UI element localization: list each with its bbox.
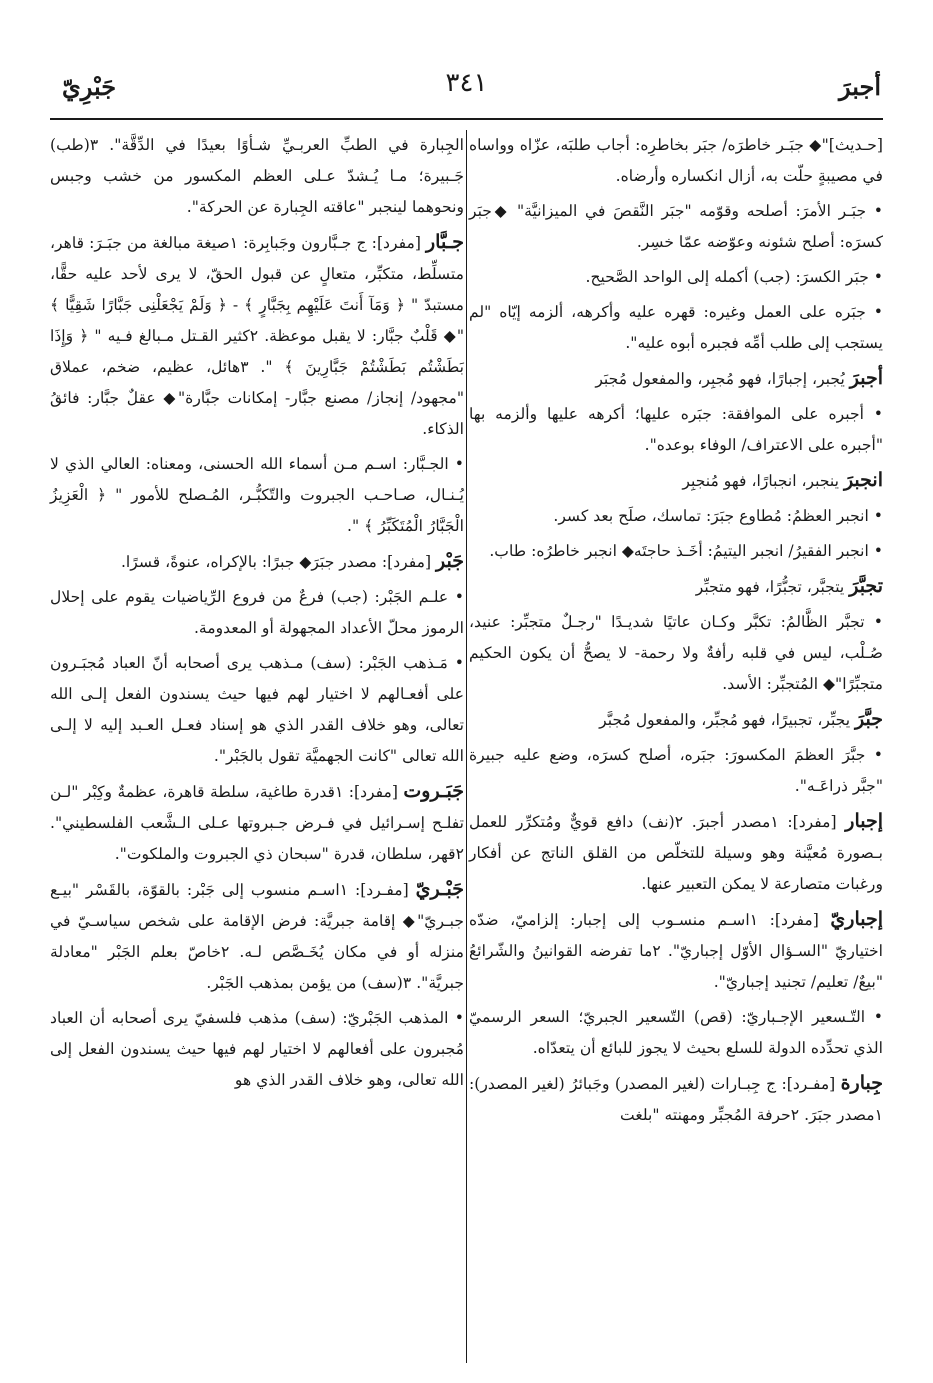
entry-text: [مفرد]: ١مصدر أجبرَ. ٢(نف) دافع قويٌّ ومُتكرِّر للعمل بـصورة مُعيَّنة وهو وسيلة للتخلّص من القلق الناتج عن أفكار ورغبات متصارعة لا يمكن التعبير عنها. <box>469 813 883 893</box>
entry-text: • انجبر الفقيرُ/ انجبر اليتيمُ: أخَـذ حاجتَه◆ انجبر خاطرُه: طاب. <box>489 542 883 560</box>
entry-text: [مفرد]: ١اسـم منسـوب إلى إجبار: إلزاميّ، ضدّه اختياريّ "السـؤال الأوّل إجباريّ". ٢ما تفرضه القوانينُ والشّرائعُ "بيعٌ/ تعليم/ تجنيد إجباريّ". <box>469 911 883 991</box>
dictionary-entry <box>469 262 883 293</box>
dictionary-entry <box>50 874 464 999</box>
entry-text: [مفـرد]: ١اسـم منسوب إلى جَبْر: بالقوّة، بالقَسْر "بيـع جبـريّ"◆ إقامة جبريَّة: فرض الإقامة على شخص سياسـيّ في منزله أو في مكان يُخَـصَّص لـه. ٢خاصّ بعلم الجَبْر "معادلة جبريَّة". ٣(سف) من يؤمن بمذهب الجَبْر. <box>50 881 464 992</box>
entry-text: • تجبَّر الظَّالمُ: تكبَّر وكـان عاتيًا شديـدًا "رجـلٌ متجبِّر: عنيد، صُـلْب، ليس في قلبه رأفةٌ ولا رحمة- لا يصحُّ أن يكون الحكيم متجبِّرًا"◆ المُتجبِّر: الأسد. <box>469 613 883 693</box>
dictionary-entry <box>469 704 883 736</box>
page-number: ٣٤١ <box>445 68 488 98</box>
dictionary-entry <box>469 363 883 395</box>
dictionary-entry <box>469 806 883 900</box>
header-left-word: جَبْرِيّ <box>62 72 117 101</box>
dictionary-entry <box>469 465 883 497</box>
entry-text: [مفرد]: ١قدرة طاغية، سلطة قاهرة، عظمةٌ وكِبْر "لـن تفلـح إسـرائيل في فـرض جـبروتها عـلى الـشَّعب الفلسطيني". ٢قهر، سلطان، قدرة "سبحان ذي الجبروت والملكوت". <box>50 783 464 863</box>
entry-text: • المذهب الجَبْريّ: (سف) مذهب فلسفيّ يرى أصحابه أن العباد مُجبرون على أفعالهم لا اختيار لهم فيها حيث يسندون الفعل إلى الله تعالى، وهو خلاف القدر الذي هو <box>50 1009 464 1089</box>
entry-text: • انجبر العظمُ: مُطاوع جبَرَ: تماسك، صلَح بعد كسر. <box>553 507 883 525</box>
entry-headword: جَبْر <box>436 550 464 572</box>
dictionary-entry <box>469 130 883 192</box>
entry-text: • التّـسعير الإجـباريّ: (قص) التّسعير الجبريّ؛ السعر الرسميّ الذي تحدِّده الدولة للسلع بحيث لا يجوز للبائع أن يتعدّاه. <box>469 1008 883 1057</box>
entry-headword: إجباريّ <box>830 908 883 930</box>
entry-text: [مفرد]: مصدر جبَرَ◆ جبرًا: بالإكراه، عنوةً، قسرًا. <box>120 553 437 571</box>
dictionary-entry <box>469 904 883 998</box>
dictionary-entry <box>50 582 464 644</box>
entry-text: • جبَر الكسرَ: (جب) أكمله إلى الواحد الصَّحيح. <box>585 268 883 286</box>
entry-headword: أجبرَ <box>849 367 883 389</box>
dictionary-entry <box>50 648 464 772</box>
dictionary-entry <box>50 449 464 542</box>
entry-text: ينجبر، انجبارًا، فهو مُنجبِر <box>682 472 844 490</box>
entry-text: • جبَـر الأمرَ: أصلحه وقوّمه "جبَر النَّقصَ في الميزانيَّة" ◆جبَر كسرَه: أصلح شئونه وعوّضه عمّا خسِر. <box>469 202 883 251</box>
entry-text: • أجبره على الموافقة: جبَره عليها؛ أكرهه عليها وألزمه بها "أجبره على الاعتراف/ الوفاء بوعده". <box>469 405 883 454</box>
dictionary-entry <box>50 1003 464 1096</box>
entry-text: • مَـذهب الجَبْر: (سف) مـذهب يرى أصحابه أنّ العباد مُجبَـرون على أفعـالهم لا اختيار لهم فيها حيث يسندون الفعل إلـى الله تعالى، وهو خلاف القدر الذي هو إسناد فعـل العـبد إليه لا إلـى الله تعالى "كانت الجهميَّة تقول بالجَبْر". <box>50 654 464 765</box>
entry-text: • الجـبَّار: اسـم مـن أسماء الله الحسنى، ومعناه: العالي الذي لا يُـنـال، صـاحـب الجبروت والتّكبُّـر، المُـصلح للأمور " ﴿ الْعَزِيزُ الْجَبَّارُ الْمُتَكَبِّرُ ﴾ ". <box>50 455 464 535</box>
left-column <box>50 130 464 1100</box>
entry-text: [مفـرد]: ج جِبـارات (لغير المصدر) وجَبائرُ (لغير المصدر): ١مصدر جبَرَ. ٢حرفة المُجبِّر ومهنته "بلغت <box>469 1075 883 1124</box>
header-rule <box>50 118 883 120</box>
dictionary-entry <box>469 607 883 700</box>
dictionary-entry <box>469 399 883 461</box>
dictionary-entry <box>469 501 883 532</box>
entry-headword: جَبْـريّ <box>415 878 464 900</box>
dictionary-entry <box>50 776 464 870</box>
entry-headword: انجبرَ <box>843 469 883 491</box>
entry-text: [مفرد]: ج جـبَّارون وجَبابِرة: ١صيغة مبالغة من جبَـرَ: قاهر، متسلِّط، متكبِّر، متعالٍ عن قبول الحقّ، لا يرى لأحد عليه حقًّا، مستبدّ " ﴿ وَمَآ أَنتَ عَلَيْهِم بِجَبَّارٍ ﴾ - ﴿ وَلَمْ يَجْعَلْنِى جَبَّارًا شَقِيًّا ﴾ "◆ قَلْبٌ جبَّار: لا يقبل موعظة. ٢كثير القـتل مـبالغ فـيه " ﴿ وَإِذَا بَطَشْتُم بَطَشْتُمْ جَبَّارِينَ ﴾ ". ٣هائل، عظيم، ضخم، عملاق "مجهود/ إنجاز/ مصنع جبَّار- إمكانات جبَّارة"◆ عقلٌ جبَّار: فائقُ الذكاء. <box>50 234 465 438</box>
entry-headword: إجبار <box>845 810 884 832</box>
entry-headword: جَبَـروت <box>403 780 464 802</box>
entry-headword: جِبارة <box>840 1072 883 1094</box>
right-column <box>469 130 883 1135</box>
dictionary-entry <box>469 571 883 603</box>
dictionary-entry <box>50 546 464 578</box>
entry-text: • جبَره على العمل وغيره: قهره عليه وأكرهه، ألزمه إيّاه "لم يستجب إلى طلب أمِّه فجبره أبوه عليه". <box>469 303 883 352</box>
entry-text: • علـم الجَبْر: (جب) فرعٌ من فروع الرِّياضيات يقوم على إحلال الرموز محلّ الأعداد المجهولة أو المعدومة. <box>50 588 464 637</box>
entry-headword: تجبَّرَ <box>849 575 883 597</box>
entry-text: يُجبر، إجبارًا، فهو مُجبِر، والمفعول مُجبَر <box>595 370 850 388</box>
entry-headword: جبَّرَ <box>855 708 883 730</box>
dictionary-entry <box>469 297 883 359</box>
entry-text: [حـديث]"◆ جبَـر خاطرَه/ جبَر بخاطرِه: أجاب طلبَه، عزّاه وواساه في مصيبةٍ حلّت به، أزال انكساره وأرضاه. <box>469 136 883 185</box>
entry-headword: جـبَّار <box>426 231 465 253</box>
dictionary-entry <box>469 740 883 802</box>
dictionary-entry <box>50 130 464 223</box>
header-right-word: أجبرَ <box>839 72 881 101</box>
entry-text: الجِبارة في الطبِّ العربـيِّ شـأوًا بعيدًا في الدِّقَّة". ٣(طب) جَـبيرة؛ مـا يُـشدّ عـلى العظم المكسور من خشب وجبس ونحوهما لينجبر "عاقته الجِبارة عن الحركة". <box>50 136 464 216</box>
dictionary-entry <box>469 1002 883 1064</box>
dictionary-entry <box>469 196 883 258</box>
dictionary-entry <box>50 227 464 445</box>
entry-text: يجبِّر، تجبيرًا، فهو مُجبِّر، والمفعول مُجبَّر <box>599 711 856 729</box>
dictionary-entry <box>469 1068 883 1131</box>
entry-text: • جبَّرَ العظمَ المكسورَ: جبَره، أصلح كسرَه، وضع عليه جبيرة "جبَّر ذراعَـه". <box>469 746 883 795</box>
dictionary-entry <box>469 536 883 567</box>
entry-text: يتجبَّر، تجبُّرًا، فهو متجبِّر <box>695 578 850 596</box>
column-divider <box>466 130 467 1363</box>
